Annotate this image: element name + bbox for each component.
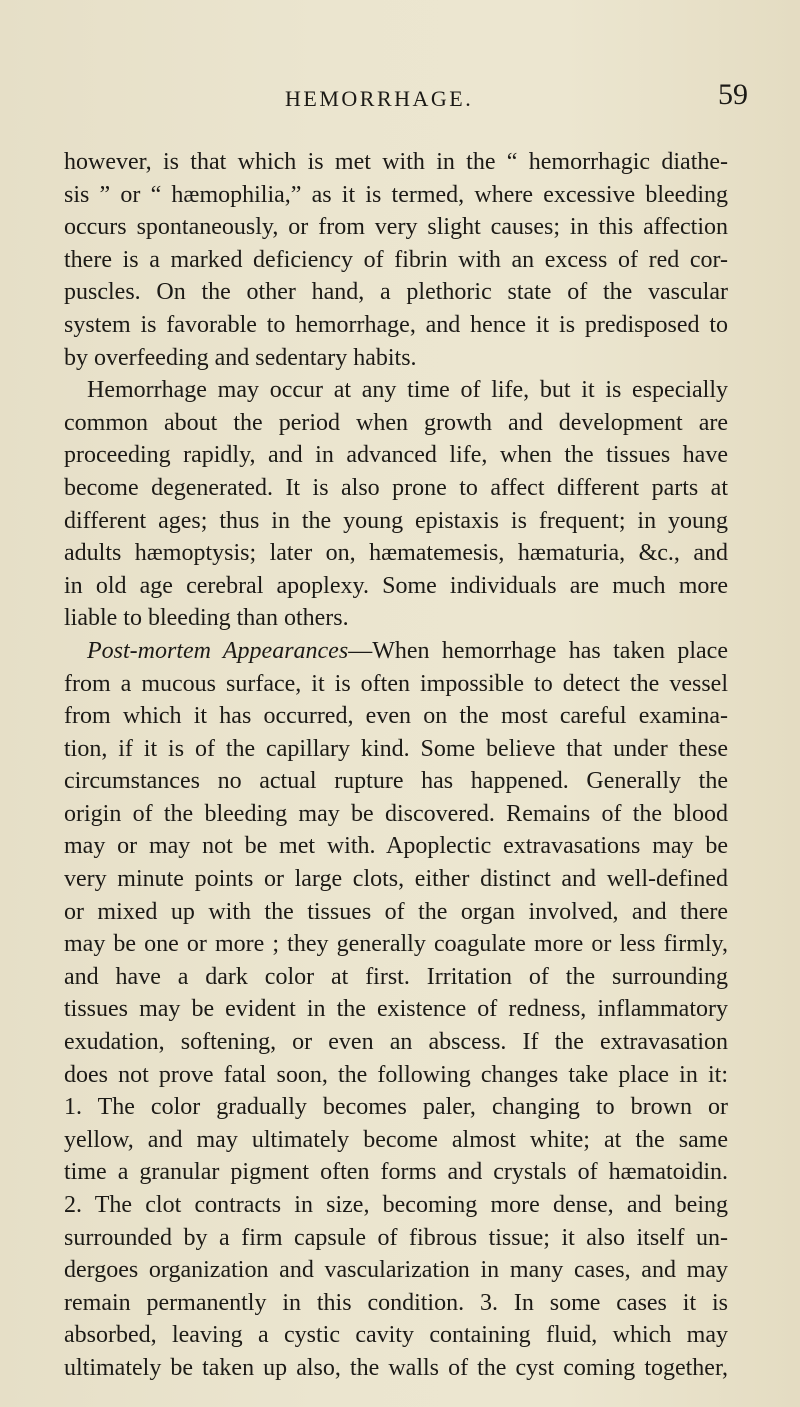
text-line: liable to bleeding than others. xyxy=(64,605,349,632)
text-line: there is a marked deficiency of fibrin with an excess of red cor- xyxy=(64,246,728,273)
text-line: or mixed up with the tissues of the organ involved, and there xyxy=(64,898,728,925)
text-line: occurs spontaneously, or from very slight causes; in this affection xyxy=(64,214,728,241)
section-heading-post-mortem: Post-mortem Appearances xyxy=(87,637,349,664)
page-header xyxy=(0,78,800,118)
text-line: time a granular pigment often forms and crystals of hæmatoidin. xyxy=(64,1159,728,1186)
text-line: does not prove fatal soon, the following changes take place in it: xyxy=(64,1061,728,1088)
text-line: proceeding rapidly, and in advanced life, when the tissues have xyxy=(64,442,728,469)
text-line: remain permanently in this condition. 3. In some cases it is xyxy=(64,1289,728,1316)
text-line: puscles. On the other hand, a plethoric state of the vascular xyxy=(64,279,728,306)
text-line: adults hæmoptysis; later on, hæmatemesis, hæmaturia, &c., and xyxy=(64,540,728,567)
text-line: sis ” or “ hæmophilia,” as it is termed, where excessive bleeding xyxy=(64,181,728,208)
text-line: from which it has occurred, even on the most careful examina- xyxy=(64,703,728,730)
text-line: origin of the bleeding may be discovered. Remains of the blood xyxy=(64,800,728,827)
text-line: by overfeeding and sedentary habits. xyxy=(64,344,417,371)
text-line: exudation, softening, or even an abscess. If the extravasation xyxy=(64,1029,728,1056)
page-number: 59 xyxy=(718,78,748,111)
text-line-rest: —When hemorrhage has taken place xyxy=(348,637,728,664)
text-line: very minute points or large clots, either distinct and well-defined xyxy=(64,866,728,893)
text-line: tion, if it is of the capillary kind. Some believe that under these xyxy=(64,735,728,762)
text-line: 1. The color gradually becomes paler, changing to brown or xyxy=(64,1094,728,1121)
text-line: in old age cerebral apoplexy. Some individuals are much more xyxy=(64,572,728,599)
text-line: common about the period when growth and development are xyxy=(64,409,728,436)
text-line: dergoes organization and vascularization in many cases, and may xyxy=(64,1257,728,1284)
text-line: surrounded by a firm capsule of fibrous tissue; it also itself un- xyxy=(64,1224,728,1251)
text-line: tissues may be evident in the existence of redness, inflammatory xyxy=(64,996,728,1023)
text-line: and have a dark color at first. Irritation of the surrounding xyxy=(64,963,728,990)
text-line: may or may not be met with. Apoplectic extravasations may be xyxy=(64,833,728,860)
text-line: yellow, and may ultimately become almost white; at the same xyxy=(64,1126,728,1153)
text-line: from a mucous surface, it is often impossible to detect the vessel xyxy=(64,670,728,697)
text-line: absorbed, leaving a cystic cavity containing fluid, which may xyxy=(64,1322,728,1349)
text-line: circumstances no actual rupture has happened. Generally the xyxy=(64,768,728,795)
text-line: however, is that which is met with in the “ hemorrhagic diathe- xyxy=(64,149,728,175)
text-line: Hemorrhage may occur at any time of life, but it is especially xyxy=(87,377,728,404)
running-head: HEMORRHAGE. xyxy=(285,86,474,111)
text-line: different ages; thus in the young epistaxis is frequent; in young xyxy=(64,507,728,534)
text-line: 2. The clot contracts in size, becoming more dense, and being xyxy=(64,1192,728,1218)
text-line-with-heading xyxy=(64,635,728,668)
text-line: system is favorable to hemorrhage, and hence it is predisposed to xyxy=(64,311,728,338)
text-line: may be one or more ; they generally coagulate more or less firmly, xyxy=(64,931,728,958)
body-text xyxy=(64,146,728,1385)
text-line: become degenerated. It is also prone to affect different parts at xyxy=(64,474,728,501)
text-line: ultimately be taken up also, the walls of the cyst coming together, xyxy=(64,1354,728,1381)
